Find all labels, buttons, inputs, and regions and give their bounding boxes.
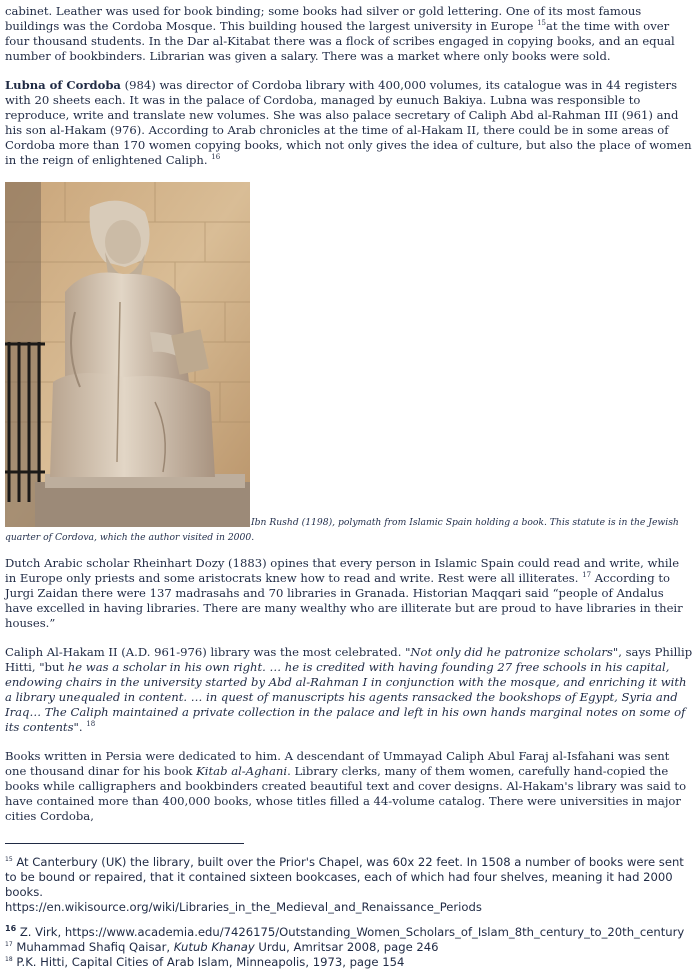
- document-page: [5, 4, 693, 824]
- para1-rest-text: at the time with over four thousand students. In the Dar al-Kitabat there was a flock of scribes engaged in copying books, and an equal number of bookbinders. Librarian was given a salary. There was a market where only books were sold.: [5, 19, 675, 63]
- footnotes: [5, 855, 693, 970]
- footnote-18: [5, 955, 693, 970]
- paragraph-lubna: [5, 78, 693, 168]
- footnote-ref-17[interactable]: 17: [582, 571, 592, 580]
- footnote-18-number: 18: [5, 956, 13, 964]
- figure-caption: [5, 515, 693, 545]
- caption-text: Ibn Rushd (1198), polymath from Islamic Spain holding a book. This statute is in the Jewish quarter of Cordova, which the author visited in 2000.: [5, 517, 679, 543]
- footnote-16-text[interactable]: Z. Virk, https://www.academia.edu/7426175/Outstanding_Women_Scholars_of_Islam_8th_century_to_20th_century: [16, 925, 685, 939]
- paragraph-dozy: [5, 556, 693, 631]
- para2-text: (984) was director of Cordoba library with 400,000 volumes, its catalogue was in 44 registers with 20 sheets each. It was in the palace of Cordoba, managed by eunuch Bakiya. Lubna was responsible to reproduce, write and translate new volumes. She was also palace secretary of Caliph Abd al-Rahman III (961) and his son al-Hakam (976). According to Arab chronicles at the time of al-Hakam II, there could be in some areas of Cordoba more than 170 women copying books, which not only gives the idea of culture, but also the place of women in the reign of enlightened Caliph.: [5, 78, 692, 167]
- para3-rest-text: According to Jurgi Zaidan there were 137 madrasahs and 70 libraries in Granada. Historian Maqqari said “people of Andalus have excelled in having libraries. There are many wealthy who are illiterate but are proud to have libraries in their houses.”: [5, 571, 683, 630]
- para4-quote-2: he was a scholar in his own right. … he is credited with having founding 27 free schools in his capital, endowing chairs in the university started by Abd al-Rahman I in conjunction with the mosque, and enriching it with a library unequaled in content. … in quest of manuscripts his agents ransacked the bookshops of Egypt, Syria and Iraq… The Caliph maintained a private collection in the palace and left in his own hands marginal notes on some of its contents: [5, 660, 687, 734]
- footnote-ref-18[interactable]: 18: [86, 720, 96, 729]
- footnote-17-text-b: Urdu, Amritsar 2008, page 246: [254, 940, 439, 954]
- kitab-al-aghani-title: Kitab al-Aghani: [196, 764, 288, 778]
- footnote-17-number: 17: [5, 941, 13, 949]
- para4-text-c: ".: [73, 720, 87, 734]
- para4-text-a: Caliph Al-Hakam II (A.D. 961-976) library was the most celebrated. ": [5, 645, 411, 659]
- statue-figure: [5, 182, 693, 544]
- kutub-khanay-title: Kutub Khanay: [173, 940, 255, 954]
- footnote-16-number: 16: [5, 924, 17, 934]
- para4-text-b: ", says Phillip Hitti, "but: [5, 645, 693, 674]
- footnote-18-text: P.K. Hitti, Capital Cities of Arab Islam, Minneapolis, 1973, page 154: [12, 955, 405, 969]
- footnote-15: [5, 855, 693, 915]
- paragraph-persia: [5, 749, 693, 824]
- paragraph-al-hakam: [5, 645, 693, 735]
- para1-text: cabinet. Leather was used for book binding; some books had silver or gold lettering. One of its most famous buildings was the Cordoba Mosque. This building housed the largest university in Europe: [5, 4, 642, 33]
- footnote-15-text: At Canterbury (UK) the library, built over the Prior's Chapel, was 60x 22 feet. In 1508 a number of books were sent to be bound or repaired, that it contained sixteen bookcases, each of which had four shelves, meaning it had 2000 books.: [5, 855, 684, 899]
- paragraph-cordoba-mosque: [5, 4, 693, 64]
- footnote-16: [5, 925, 693, 940]
- para3-text: Dutch Arabic scholar Rheinhart Dozy (1883) opines that every person in Islamic Spain could read and write, while in Europe only priests and some aristocrats knew how to read and write. Rest were all illiterates.: [5, 556, 680, 585]
- para4-quote-1: Not only did he patronize scholars: [410, 645, 613, 659]
- footnote-separator: [5, 843, 244, 844]
- footnote-ref-16[interactable]: 16: [211, 153, 221, 162]
- lubna-name: Lubna of Cordoba: [5, 78, 121, 92]
- footnote-ref-15[interactable]: 15: [537, 19, 546, 28]
- para5-text-a: Books written in Persia were dedicated to him. A descendant of Ummayad Caliph Abul Faraj al-Isfahani was sent one thousand dinar for his book: [5, 749, 670, 778]
- footnote-15-link[interactable]: https://en.wikisource.org/wiki/Libraries_in_the_Medieval_and_Renaissance_Periods: [5, 900, 482, 914]
- ibn-rushd-statue-photo: [5, 182, 250, 527]
- footnote-15-number: 15: [5, 856, 13, 864]
- footnote-17-text-a: Muhammad Shafiq Qaisar,: [12, 940, 174, 954]
- footnote-17: [5, 940, 693, 955]
- para5-text-b: . Library clerks, many of them women, carefully hand-copied the books while calligraphers and bookbinders created beautiful text and cover designs. Al-Hakam's library was said to have contained more than 400,000 books, whose titles filled a 44-volume catalog. There were universities in major cities Cordoba,: [5, 764, 687, 823]
